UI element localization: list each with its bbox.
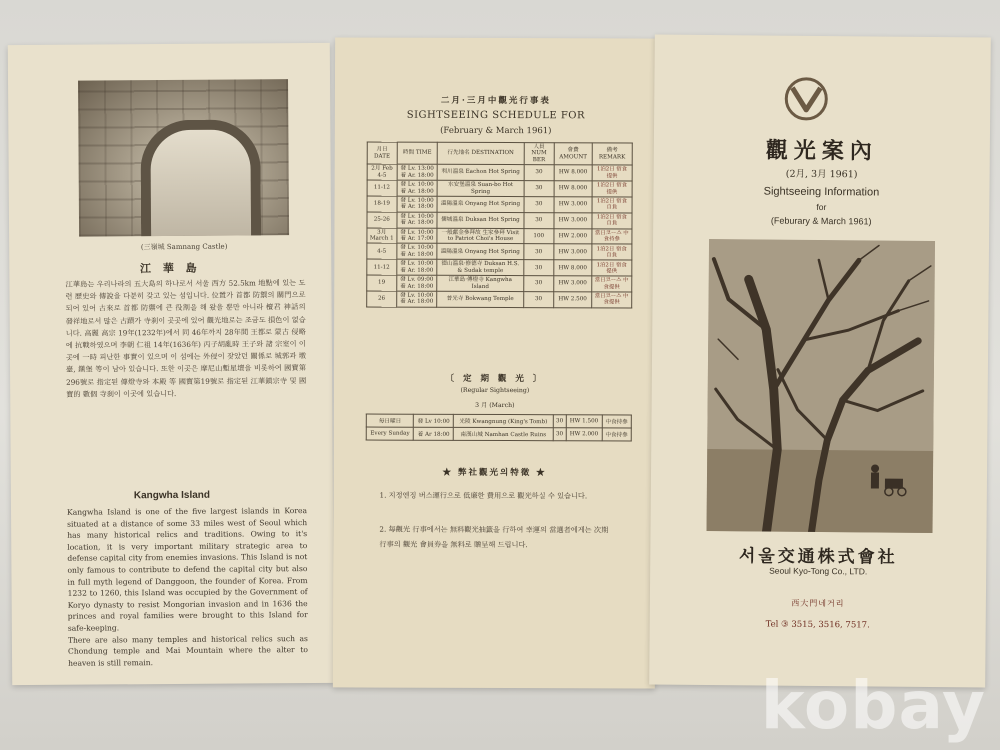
schedule-row <box>367 244 632 261</box>
schedule-row <box>367 275 632 292</box>
schedule-cell-destination: 溫陽溫泉 Onyang Hot Spring <box>437 244 523 260</box>
schedule-cell-date: 2月 Feb 4-5 <box>367 164 397 180</box>
schedule-cell-remark: 1泊2日 宿食自負 <box>592 244 632 260</box>
schedule-cell-date: 3月 March 1 <box>367 228 397 244</box>
schedule-row <box>367 164 632 181</box>
kangwha-text-kr: 江華島는 우리나라의 五大島의 하나로서 서울 西方 52.5km 地點에 있는 도련 歷史와 傳說을 다분히 갖고 있는 섬입니다. 位置가 首都 防禦의 關門으로 되어 있어 古來로 首都 防禦에 큰 役割을 해 왔을 뿐만 아니라 檀君 神話의 發祥地로서 많은 古蹟가 寺刹이 곳곳에 있어 觀光地로는 조금도 損色이 없습니다. 高麗 高宗 19年(1232年)에서 同 46年까지 28年間 王都로 蒙古 侵略에 抗戰하였으며 李朝 仁祖 14年(1636年) 丙子胡亂時 王子와 諸 宗室이 이곳에 一時 피난한 事實이 있으며 이 섬에는 外侵이 잦았던 關係로 城郭과 墩臺, 鎭堡 等이 남아 있습니다. 또한 이곳은 摩尼山塹星壇을 비롯하여 國寶第296號로 指定된 傳燈寺와 本殿 等 國寶第19號로 指定된 江華鎮宗寺 및 國寶的 數個 寺刹이 이곳에 있습니다. <box>65 278 307 399</box>
castle-photo <box>78 79 289 236</box>
schedule-cell-number: 100 <box>523 228 554 244</box>
schedule-cell-remark: 1泊2日 宿食提供 <box>591 260 631 276</box>
schedule-cell-time: 發 Lv. 10:00 着 Ar. 17:00 <box>397 228 438 244</box>
schedule-cell-date: 4-5 <box>367 244 397 260</box>
schedule-cell-amount: HW 3.000 <box>554 276 592 292</box>
schedule-subtitle: (February & March 1961) <box>440 125 552 137</box>
schedule-cell-remark: 1泊2日 宿食自負 <box>592 197 632 213</box>
company-telephone: Tel ③ 3515, 3516, 7517. <box>765 619 870 631</box>
schedule-cell-time: 發 Lv. 10:00 着 Ar. 18:00 <box>397 196 438 212</box>
schedule-cell-date: 18-19 <box>367 196 397 212</box>
schedule-cell-date: 11-12 <box>367 259 397 275</box>
schedule-row <box>367 180 632 197</box>
schedule-cell-amount: HW 8.000 <box>554 260 592 276</box>
regular-cell-day: 毎日曜日 <box>366 414 413 427</box>
brochure-title-for: for <box>816 201 827 213</box>
regular-cell-number: 30 <box>553 415 566 428</box>
schedule-cell-amount: HW 3.000 <box>554 197 592 213</box>
regular-cell-number: 30 <box>553 428 566 441</box>
schedule-cell-remark: 當日코ー스 中食提供 <box>591 276 631 292</box>
regular-title-kr: 〔 定 期 觀 光 〕 <box>445 373 545 385</box>
schedule-cell-destination: 普光寺 Bokwang Temple <box>437 291 523 307</box>
schedule-title-en: SIGHTSEEING SCHEDULE FOR <box>406 109 586 122</box>
schedule-cell-destination: 一般獻金參拜故 生家參拜 Visit to Patriot Choi's House <box>437 228 523 244</box>
company-name-en: Seoul Kyo-Tong Co., LTD. <box>769 565 868 577</box>
schedule-cell-number: 30 <box>523 260 554 276</box>
schedule-cell-time: 發 Lv. 13:00 着 Ar. 18:00 <box>397 164 438 180</box>
kangwha-text-en-p1: Kangwha Island is one of the five largest islands in Korea situated at a distance of some 33 miles west of Seoul which has many historical relics and traditions. Owing to it's location, it is very important military strategic area to defense capital city from enemies invasions. This Island is not only famous to contribute to defend the capital city but also in full myth legend of Danggoon, the founder of Korea. From 1232 to 1260, this Island was occupied by the Government of Koryo dynasty to resist Mongorian invasion and in 1636 the princes and royal families were brought to this Island for safe-keeping. <box>67 506 308 633</box>
schedule-cell-destination: 溫陽溫泉 Onyang Hot Spring <box>437 196 523 212</box>
regular-row <box>366 414 631 428</box>
schedule-cell-remark: 1泊2日 宿食提供 <box>592 165 632 181</box>
regular-cell-remark: 中食持參 <box>602 428 631 441</box>
regular-month: 3 月 (March) <box>475 401 515 410</box>
regular-body <box>366 414 631 441</box>
company-name-kr: 서울交通株式會社 <box>738 546 898 568</box>
regular-cell-amount: HW 1.500 <box>566 415 602 428</box>
header-number: 人員 NUM BER <box>524 143 555 165</box>
schedule-cell-time: 發 Lv. 09:00 着 Ar. 18:00 <box>396 275 437 291</box>
schedule-cell-amount: HW 2.500 <box>554 292 592 308</box>
brochure-panel-left <box>8 43 334 685</box>
brochure-panel-right <box>649 35 991 688</box>
schedule-cell-amount: HW 8.000 <box>554 165 592 181</box>
feature-item-2: 2. 毎觀光 行事에서는 無料觀光抽籤을 行하여 幸運의 當選者에게는 次期行事의 觀光 會員券을 無料로 贈呈해 드립니다. <box>379 524 609 550</box>
winter-trees-photo <box>707 239 936 533</box>
schedule-cell-number: 30 <box>524 181 555 197</box>
regular-title-en: (Regular Sightseeing) <box>460 386 530 395</box>
trees-illustration <box>707 239 936 533</box>
schedule-cell-destination: 水安堡溫泉 Suan-bo Hot Spring <box>437 180 523 196</box>
schedule-cell-date: 19 <box>367 275 397 291</box>
schedule-row <box>367 228 632 245</box>
schedule-cell-date: 26 <box>367 291 397 307</box>
feature-item-1: 1. 지정엔징 버스運行으로 低廉한 費用으로 觀光하실 수 있습니다. <box>379 490 588 501</box>
schedule-table <box>366 142 633 309</box>
schedule-cell-time: 發 Lv. 10:00 着 Ar. 18:00 <box>396 259 437 275</box>
schedule-cell-number: 30 <box>523 244 554 260</box>
regular-cell-time: 着 Ar 18:00 <box>414 427 454 440</box>
schedule-cell-time: 發 Lv. 10:00 着 Ar. 18:00 <box>396 291 437 307</box>
schedule-cell-time: 發 Lv. 10:00 着 Ar. 18:00 <box>396 244 437 260</box>
regular-row <box>366 427 631 441</box>
schedule-cell-remark: 1泊2日 宿食提供 <box>592 181 632 197</box>
schedule-cell-amount: HW 3.000 <box>554 213 592 229</box>
schedule-cell-number: 30 <box>523 212 554 228</box>
company-address: 西大門네거리 <box>791 598 845 609</box>
brochure-title-en: Sightseeing Information <box>763 185 880 199</box>
castle-photo-caption: (三嶺城 Samnang Castle) <box>140 242 228 252</box>
schedule-cell-destination: 儒城溫泉 Duksan Hot Spring <box>437 212 523 228</box>
schedule-cell-amount: HW 3.000 <box>554 244 592 260</box>
schedule-body <box>367 164 632 308</box>
header-date: 月日 DATE <box>367 142 397 164</box>
schedule-cell-number: 30 <box>524 165 555 181</box>
kangwha-text-en <box>67 505 308 669</box>
schedule-cell-time: 發 Lv. 10:00 着 Ar. 18:00 <box>397 212 438 228</box>
brochure-title-date: (2月, 3月 1961) <box>785 168 858 181</box>
schedule-cell-number: 30 <box>523 292 554 308</box>
schedule-header-row <box>367 142 632 165</box>
schedule-row <box>367 196 632 213</box>
kangwha-text-en-p2: There are also many temples and historical relics such as Chondung temple and Mai Mountain where the alter to heaven is still remain. <box>67 633 309 668</box>
watermark-text: kobay <box>760 667 986 744</box>
regular-cell-destination: 南漢山城 Namhan Castle Ruins <box>453 427 553 440</box>
schedule-cell-time: 發 Lv. 10:00 着 Ar. 18:00 <box>397 180 438 196</box>
regular-cell-amount: HW 2.000 <box>566 428 602 441</box>
header-time: 時間 TIME <box>397 142 438 164</box>
brochure-panel-middle <box>333 37 657 688</box>
kangwha-heading-kr: 江 華 島 <box>139 261 201 276</box>
regular-cell-time: 發 Lv 10:00 <box>414 414 454 427</box>
schedule-cell-amount: HW 8.000 <box>554 181 592 197</box>
features-title: ★ 弊社觀光의特徵 ★ <box>442 467 547 479</box>
castle-arch <box>140 119 261 236</box>
schedule-cell-destination: 利川溫泉 Eachon Hot Spring <box>438 165 524 181</box>
schedule-cell-destination: 德山溫泉·修德寺 Duksan H.S. & Sudak temple <box>437 260 523 276</box>
regular-cell-remark: 中食持參 <box>602 415 631 428</box>
regular-table <box>366 414 632 442</box>
brochure-title-kr: 觀光案內 <box>765 137 878 165</box>
schedule-cell-destination: 江華島·傳燈寺 Kangwha Island <box>437 275 523 291</box>
schedule-cell-date: 25-26 <box>367 212 397 228</box>
header-amount: 會費 AMOUNT <box>554 143 592 165</box>
schedule-cell-remark: 1泊2日 宿食自負 <box>592 213 632 229</box>
regular-cell-destination: 光陵 Kwangnung (King's Tomb) <box>454 414 554 427</box>
schedule-cell-date: 11-12 <box>367 180 397 196</box>
schedule-title-kr: 二月·三月中觀光行事表 <box>440 95 551 107</box>
schedule-cell-amount: HW 2.000 <box>554 228 592 244</box>
schedule-cell-remark: 當日코ー스 中食提供 <box>591 292 631 308</box>
brochure-title-period: (Feburary & March 1961) <box>770 215 872 227</box>
schedule-row <box>367 291 632 308</box>
schedule-cell-number: 30 <box>524 197 555 213</box>
schedule-row <box>367 259 632 276</box>
company-logo-icon <box>782 74 830 122</box>
kangwha-heading-en: Kangwha Island <box>133 489 211 502</box>
schedule-row <box>367 212 632 229</box>
regular-cell-day: Every Sunday <box>366 427 413 440</box>
schedule-cell-number: 30 <box>523 276 554 292</box>
schedule-cell-remark: 當日코ー스 中食持參 <box>592 228 632 244</box>
header-destination: 行先地名 DESTINATION <box>438 142 524 165</box>
header-remark: 備考 REMARK <box>592 143 632 165</box>
